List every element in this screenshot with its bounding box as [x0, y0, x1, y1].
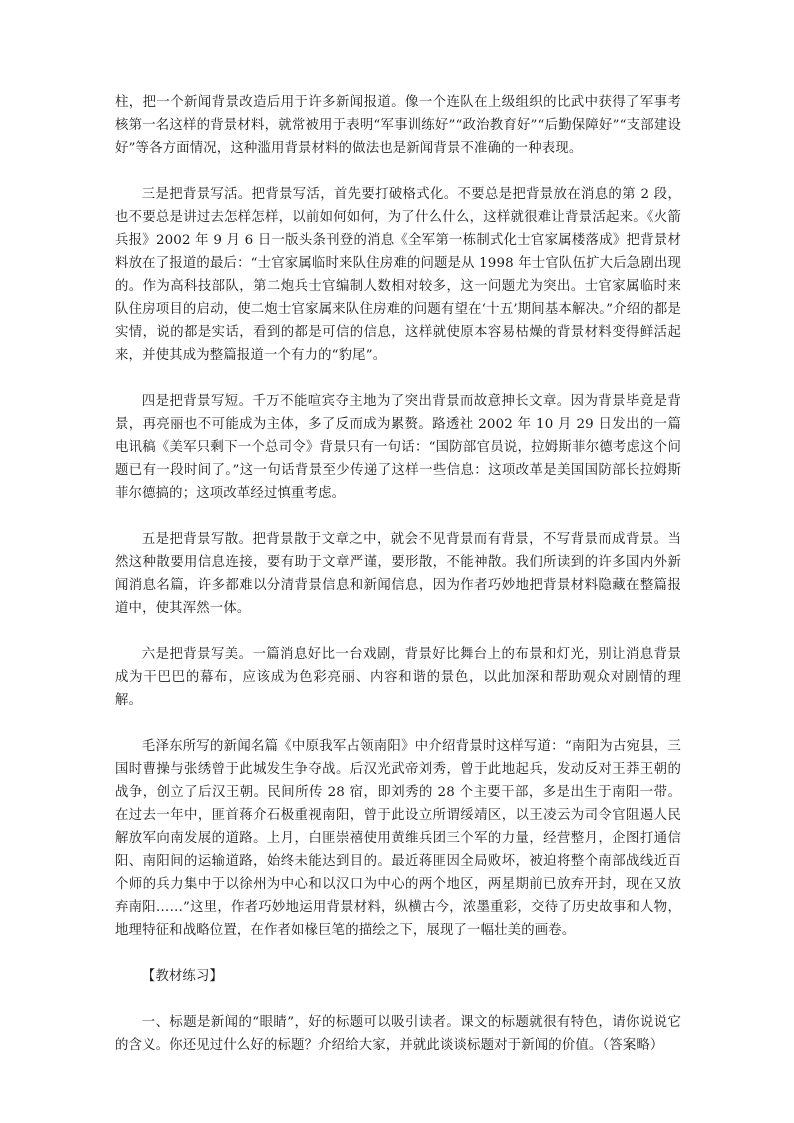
- section-title-exercises: 【教材练习】: [141, 969, 224, 984]
- paragraph-example-nanyang: 毛泽东所写的新闻名篇《中原我军占领南阳》中介绍背景时这样写道：“南阳为古宛县，三国时曹操与张绣曾于此城发生争夺战。后汉光武帝刘秀，曾于此地起兵，发动反对王莽王朝的战争，创立了后汉王朝。民间所传 28 宿，即刘秀的 28 个主要干部，多是出生于南阳一带。在过去一年中，匪首蒋介石极重视南阳，曾于此设立所谓绥靖区，以王凌云为司令官阻遏人民解放军向南发展的道路。上月，白匪崇禧使用黄维兵团三个军的力量，经营整月，企图打通信阳、南阳间的运输道路，始终未能达到目的。最近蒋匪因全局败坏，被迫将整个南部战线近百个师的兵力集中于以徐州为中心和以汉口为中心的两个地区，两星期前已放弃开封，现在又放弃南阳……”这里，作者巧妙地运用背景材料，纵横古今，浓墨重彩，交待了历史故事和人物，地理特征和战略位置，在作者如椽巨笔的描绘之下，展现了一幅壮美的画卷。: [115, 739, 681, 938]
- exercise-question: 一、标题是新闻的“眼睛”，好的标题可以吸引读者。课文的标题就很有特色，请你说说它的含义。你还见过什么好的标题？介绍给大家，并就此谈谈标题对于新闻的价值。（答案略）: [115, 1015, 681, 1053]
- paragraph-continuation: 柱，把一个新闻背景改造后用于许多新闻报道。像一个连队在上级组织的比武中获得了军事考核第一名这样的背景材料，就常被用于表明“军事训练好”“政治教育好”“后勤保障好”“支部建设好”等各方面情况，这种滥用背景材料的做法也是新闻背景不准确的一种表现。: [115, 95, 681, 156]
- document-page: [115, 91, 681, 1080]
- paragraph-background-short: 四是把背景写短。千万不能喧宾夺主地为了突出背景而故意抻长文章。因为背景毕竟是背景，再亮丽也不可能成为主体，多了反而成为累赘。路透社 2002 年 10 月 29 日发出的一篇电讯稿《美军只剩下一个总司令》背景只有一句话：“国防部官员说，拉姆斯菲尔德考虑这个问题已有一段时间了。”这一句话背景至少传递了这样一些信息：这项改革是美国国防部长拉姆斯菲尔德搞的；这项改革经过慎重考虑。: [115, 394, 681, 501]
- paragraph-background-lively: 三是把背景写活。把背景写活，首先要打破格式化。不要总是把背景放在消息的第 2 段，也不要总是讲过去怎样怎样，以前如何如何，为了什么什么，这样就很难让背景活起来。《火箭兵报》2002 年 9 月 6 日一版头条刊登的消息《全军第一栋制式化士官家属楼落成》把背景材料放在了报道的最后：“士官家属临时来队住房难的问题是从 1998 年士官队伍扩大后急剧出现的。作为高科技部队，第二炮兵士官编制人数相对较多，这一问题尤为突出。士官家属临时来队住房项目的启动，使二炮士官家属来队住房难的问题有望在‘十五’期间基本解决。”介绍的都是实情，说的都是实话，看到的都是可信的信息，这样就使原本容易枯燥的背景材料变得鲜活起来，并使其成为整篇报道一个有力的“豹尾”。: [115, 187, 681, 363]
- paragraph-background-scattered: 五是把背景写散。把背景散于文章之中，就会不见背景而有背景，不写背景而成背景。当然这种散要用信息连接，要有助于文章严谨，要形散，不能神散。我们所读到的许多国内外新闻消息名篇，许多都难以分清背景信息和新闻信息，因为作者巧妙地把背景材料隐藏在整篇报道中，使其浑然一体。: [115, 532, 681, 616]
- paragraph-background-beautiful: 六是把背景写美。一篇消息好比一台戏剧，背景好比舞台上的布景和灯光，别让消息背景成为干巴巴的幕布，应该成为色彩亮丽、内容和谐的景色，以此加深和帮助观众对剧情的理解。: [115, 647, 681, 708]
